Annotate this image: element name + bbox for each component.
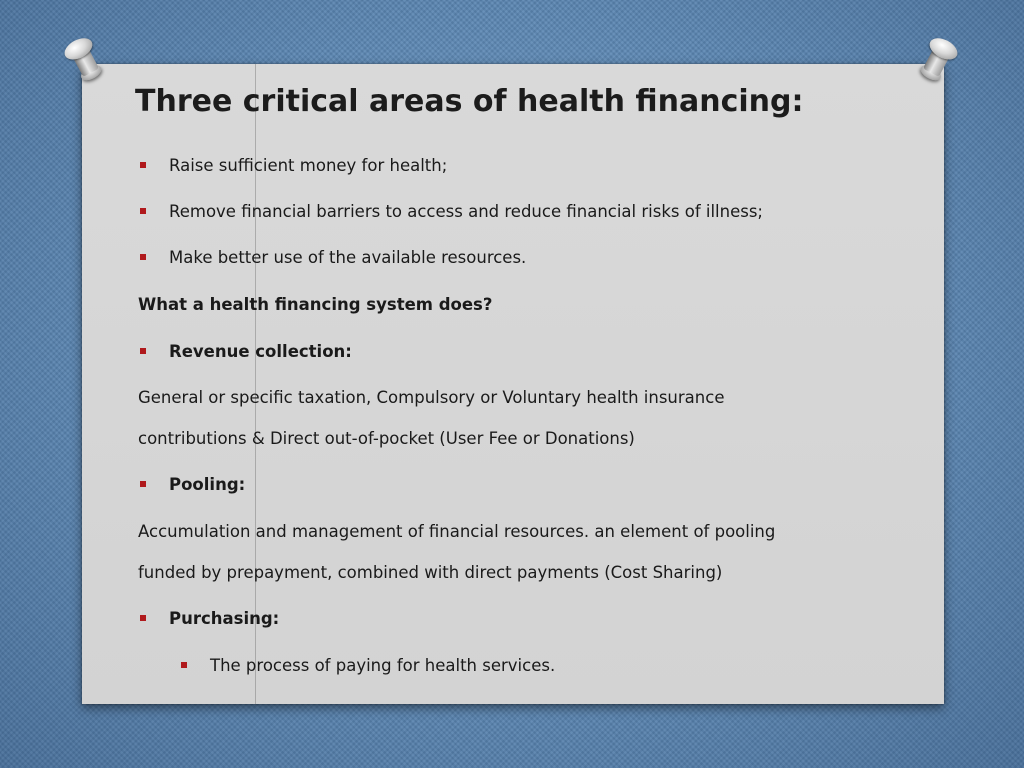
square-bullet-icon <box>140 254 146 260</box>
bullet-text: Make better use of the available resources. <box>169 248 527 267</box>
paragraph-line: contributions & Direct out-of-pocket (User Fee or Donations) <box>138 429 635 448</box>
slide-title: Three critical areas of health financing: <box>135 84 804 119</box>
bullet-item <box>138 156 447 175</box>
paragraph-line: funded by prepayment, combined with direct payments (Cost Sharing) <box>138 563 723 582</box>
bullet-text: The process of paying for health services. <box>210 656 556 675</box>
square-bullet-icon <box>140 162 146 168</box>
bullet-item <box>138 202 763 221</box>
sub-bullet-item <box>138 656 555 675</box>
square-bullet-icon <box>140 481 146 487</box>
bullet-item <box>138 342 352 361</box>
square-bullet-icon <box>140 208 146 214</box>
bullet-text: Pooling: <box>169 475 246 494</box>
bullet-item <box>138 609 279 628</box>
bullet-text: Revenue collection: <box>169 342 352 361</box>
paragraph-line: Accumulation and management of financial resources. an element of pooling <box>138 522 776 541</box>
square-bullet-icon <box>140 615 146 621</box>
square-bullet-icon <box>181 662 187 668</box>
paragraph-line: General or specific taxation, Compulsory or Voluntary health insurance <box>138 388 725 407</box>
section-heading: What a health financing system does? <box>138 295 493 314</box>
bullet-item <box>138 248 526 267</box>
bullet-item <box>138 475 245 494</box>
bullet-text: Purchasing: <box>169 609 280 628</box>
bullet-text: Raise sufficient money for health; <box>169 156 448 175</box>
square-bullet-icon <box>140 348 146 354</box>
bullet-text: Remove financial barriers to access and reduce financial risks of illness; <box>169 202 763 221</box>
